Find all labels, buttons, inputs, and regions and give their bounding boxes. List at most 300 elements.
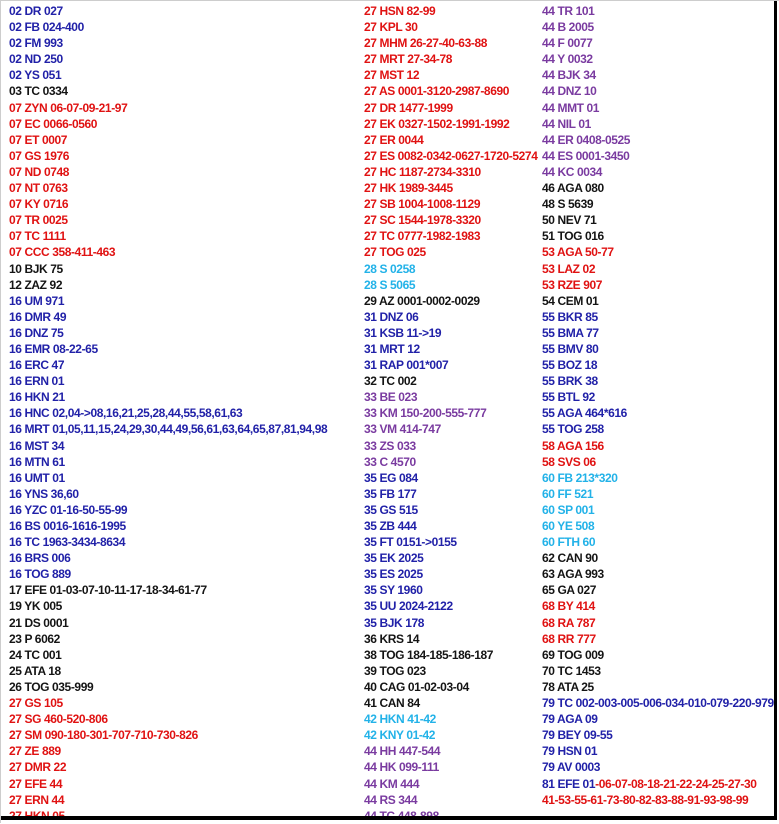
entry-text: 27 ZE 889 <box>9 744 61 759</box>
list-item <box>9 759 361 775</box>
entry-text: 79 AV 0003 <box>542 760 601 775</box>
entry-text: 27 MRT 27-34-78 <box>364 52 453 67</box>
entry-text: 44 Y 0032 <box>542 52 593 67</box>
list-item <box>542 486 774 502</box>
entry-text: 21 DS 0001 <box>9 615 69 630</box>
entry-text: 55 BOZ 18 <box>542 358 598 373</box>
entry-text: 35 UU 2024-2122 <box>364 599 453 614</box>
entry-text: 44 KC 0034 <box>542 164 603 179</box>
list-item <box>542 357 774 373</box>
list-item <box>364 244 540 260</box>
entry-text: 53 AGA 50-77 <box>542 245 614 260</box>
entry-text: 03 TC 0334 <box>9 84 68 99</box>
list-item <box>542 389 774 405</box>
entry-text: 42 KNY 01-42 <box>364 728 436 743</box>
entry-text: 68 BY 414 <box>542 599 595 614</box>
list-item <box>9 357 361 373</box>
entry-text: 55 BMV 80 <box>542 341 599 356</box>
list-item <box>364 518 540 534</box>
list-item <box>364 357 540 373</box>
entry-text: 55 BMA 77 <box>542 325 599 340</box>
list-item <box>364 261 540 277</box>
list-item <box>542 647 774 663</box>
list-item <box>542 212 774 228</box>
list-item <box>9 695 361 711</box>
page-border-bottom <box>1 816 777 820</box>
list-item <box>9 341 361 357</box>
list-item <box>364 389 540 405</box>
list-item <box>9 196 361 212</box>
list-item <box>9 148 361 164</box>
list-item <box>542 309 774 325</box>
list-item <box>542 776 774 792</box>
list-item <box>542 727 774 743</box>
entry-text: 51 TOG 016 <box>542 229 604 244</box>
list-item <box>542 663 774 679</box>
entry-text: 07 KY 0716 <box>9 197 69 212</box>
entry-text: 65 GA 027 <box>542 583 596 598</box>
entry-text: 55 BTL 92 <box>542 390 595 405</box>
entry-text: 35 EG 084 <box>364 470 418 485</box>
list-item <box>542 180 774 196</box>
list-item <box>364 470 540 486</box>
entry-text: 19 YK 005 <box>9 599 62 614</box>
list-item <box>9 19 361 35</box>
entry-text: 70 TC 1453 <box>542 663 601 678</box>
list-item <box>542 148 774 164</box>
entry-text: 44 MMT 01 <box>542 100 600 115</box>
list-item <box>9 100 361 116</box>
list-item <box>9 3 361 19</box>
list-item <box>364 3 540 19</box>
entry-text: 16 ERN 01 <box>9 374 65 389</box>
entry-text: 35 EK 2025 <box>364 551 424 566</box>
list-item <box>364 67 540 83</box>
entry-text: 55 BRK 38 <box>542 374 598 389</box>
entry-text: 02 FM 993 <box>9 36 63 51</box>
entry-text: 27 KPL 30 <box>364 20 418 35</box>
list-item <box>9 83 361 99</box>
list-item <box>9 35 361 51</box>
list-item <box>364 550 540 566</box>
page-border-right <box>774 1 777 820</box>
list-item <box>542 100 774 116</box>
list-item <box>542 534 774 550</box>
entry-text: 07 ET 0007 <box>9 132 68 147</box>
list-item <box>542 325 774 341</box>
list-item <box>364 759 540 775</box>
list-item <box>542 228 774 244</box>
list-item <box>542 277 774 293</box>
list-item <box>364 727 540 743</box>
list-item <box>364 486 540 502</box>
entry-text: 62 CAN 90 <box>542 551 598 566</box>
list-item <box>364 293 540 309</box>
entry-text: 79 HSN 01 <box>542 744 598 759</box>
list-item <box>9 486 361 502</box>
entry-text: 53 LAZ 02 <box>542 261 596 276</box>
entry-text: 27 HK 1989-3445 <box>364 181 453 196</box>
list-item <box>364 116 540 132</box>
entry-text: 39 TOG 023 <box>364 663 426 678</box>
entry-text: 55 BKR 85 <box>542 309 598 324</box>
entry-text: 60 FTH 60 <box>542 535 596 550</box>
list-item <box>9 727 361 743</box>
list-item <box>9 615 361 631</box>
list-item <box>542 582 774 598</box>
entry-text: 68 RR 777 <box>542 631 596 646</box>
list-item <box>9 180 361 196</box>
list-item <box>542 759 774 775</box>
entry-text: 27 SG 460-520-806 <box>9 712 108 727</box>
entry-text: 31 DNZ 06 <box>364 309 419 324</box>
entry-text: 60 SP 001 <box>542 502 595 517</box>
list-item <box>9 438 361 454</box>
list-item <box>542 83 774 99</box>
entry-text: 16 MTN 61 <box>9 454 65 469</box>
entry-text: 16 HNC 02,04->08,16,21,25,28,44,55,58,61,63 <box>9 406 243 421</box>
list-item <box>542 566 774 582</box>
entry-text: 07 TR 0025 <box>9 213 68 228</box>
list-item <box>542 438 774 454</box>
entry-text: 48 S 5639 <box>542 197 594 212</box>
list-item <box>364 421 540 437</box>
entry-text: 27 GS 105 <box>9 696 63 711</box>
list-item <box>9 277 361 293</box>
entry-text: 07 ZYN 06-07-09-21-97 <box>9 100 128 115</box>
entry-text: 60 YE 508 <box>542 519 595 533</box>
list-item <box>364 148 540 164</box>
list-item <box>542 116 774 132</box>
list-item <box>9 518 361 534</box>
list-item <box>364 100 540 116</box>
list-item <box>9 454 361 470</box>
entry-text: 23 P 6062 <box>9 631 60 646</box>
list-item <box>364 83 540 99</box>
entry-text: 60 FB 213*320 <box>542 470 618 485</box>
entry-text: 55 AGA 464*616 <box>542 406 627 421</box>
entry-text: 31 RAP 001*007 <box>364 358 449 373</box>
list-item <box>9 261 361 277</box>
list-item <box>9 244 361 260</box>
list-item <box>9 51 361 67</box>
entry-text: 16 UMT 01 <box>9 470 65 485</box>
entry-text: 16 EMR 08-22-65 <box>9 341 98 356</box>
list-item <box>364 679 540 695</box>
list-item <box>9 663 361 679</box>
entry-text: 78 ATA 25 <box>542 679 594 694</box>
list-item <box>542 19 774 35</box>
list-item <box>364 711 540 727</box>
list-item <box>364 51 540 67</box>
list-item <box>9 711 361 727</box>
list-item <box>364 743 540 759</box>
entry-text: 27 SB 1004-1008-1129 <box>364 197 481 212</box>
list-item <box>364 164 540 180</box>
entry-text: 27 MHM 26-27-40-63-88 <box>364 36 487 51</box>
list-item <box>364 19 540 35</box>
entry-text: 44 DNZ 10 <box>542 84 597 99</box>
entry-text: 33 ZS 033 <box>364 438 416 453</box>
entry-text: 35 BJK 178 <box>364 615 425 630</box>
list-item <box>364 196 540 212</box>
entry-text: 27 HC 1187-2734-3310 <box>364 164 481 179</box>
entry-text: 16 YNS 36,60 <box>9 486 79 501</box>
entry-text: 16 DMR 49 <box>9 309 67 324</box>
list-item <box>542 3 774 19</box>
list-item <box>9 405 361 421</box>
entry-text: 41-53-55-61-73-80-82-83-88-91-93-98-99 <box>542 792 749 807</box>
entry-text: 41 CAN 84 <box>364 696 420 711</box>
entry-text: -06-07-08-18-21-22-24-25-27-30 <box>595 776 757 791</box>
list-item <box>542 502 774 518</box>
entry-text: 79 AGA 09 <box>542 712 598 727</box>
entry-text: 07 TC 1111 <box>9 229 66 244</box>
entry-text: 44 RS 344 <box>364 792 418 807</box>
list-item <box>9 776 361 792</box>
list-item <box>364 341 540 357</box>
entry-text: 27 TOG 025 <box>364 245 426 260</box>
list-item <box>9 325 361 341</box>
entry-text: 16 MRT 01,05,11,15,24,29,30,44,49,56,61,63,64,65,87,81,94,98 <box>9 422 328 437</box>
list-item <box>9 67 361 83</box>
column-3 <box>542 3 774 808</box>
entry-text: 16 UM 971 <box>9 293 65 308</box>
entry-text: 44 ER 0408-0525 <box>542 132 631 147</box>
entry-text: 16 BS 0016-1616-1995 <box>9 519 126 533</box>
list-item <box>542 164 774 180</box>
entry-text: 29 AZ 0001-0002-0029 <box>364 293 480 308</box>
list-item <box>542 35 774 51</box>
entry-text: 27 HSN 82-99 <box>364 4 436 18</box>
entry-text: 27 MST 12 <box>364 68 420 83</box>
entry-text: 27 ER 0044 <box>364 132 424 147</box>
list-item <box>364 309 540 325</box>
entry-text: 27 ES 0082-0342-0627-1720-5274 <box>364 148 538 163</box>
list-item <box>9 566 361 582</box>
list-item <box>9 631 361 647</box>
list-item <box>542 421 774 437</box>
entry-text: 02 DR 027 <box>9 4 63 18</box>
entry-text: 33 BE 023 <box>364 390 418 405</box>
entry-text: 63 AGA 993 <box>542 567 604 582</box>
entry-text: 44 BJK 34 <box>542 68 596 83</box>
entry-text: 28 S 5065 <box>364 277 416 292</box>
list-item <box>364 228 540 244</box>
entry-text: 58 AGA 156 <box>542 438 604 453</box>
list-item <box>542 695 774 711</box>
list-item <box>364 776 540 792</box>
list-item <box>542 261 774 277</box>
list-item <box>364 277 540 293</box>
list-item <box>542 550 774 566</box>
entry-text: 44 F 0077 <box>542 36 593 51</box>
entry-text: 50 NEV 71 <box>542 213 597 228</box>
list-item <box>542 679 774 695</box>
entry-text: 27 SM 090-180-301-707-710-730-826 <box>9 728 198 743</box>
list-item <box>364 438 540 454</box>
entry-text: 36 KRS 14 <box>364 631 420 646</box>
entry-text: 27 SC 1544-1978-3320 <box>364 213 481 228</box>
list-item <box>364 373 540 389</box>
list-item <box>542 454 774 470</box>
entry-text: 44 NIL 01 <box>542 116 591 131</box>
entry-text: 07 EC 0066-0560 <box>9 116 98 131</box>
list-item <box>9 502 361 518</box>
entry-text: 55 TOG 258 <box>542 422 604 437</box>
list-item <box>9 164 361 180</box>
entry-text: 27 EK 0327-1502-1991-1992 <box>364 116 510 131</box>
list-item <box>9 373 361 389</box>
list-item <box>9 534 361 550</box>
list-item <box>9 792 361 808</box>
list-item <box>9 389 361 405</box>
entry-text: 44 TR 101 <box>542 4 595 18</box>
list-item <box>542 631 774 647</box>
entry-text: 79 BEY 09-55 <box>542 728 613 743</box>
entry-text: 40 CAG 01-02-03-04 <box>364 679 469 694</box>
list-item <box>9 293 361 309</box>
list-item <box>542 518 774 534</box>
list-item <box>364 534 540 550</box>
entry-text: 35 GS 515 <box>364 502 418 517</box>
entry-text: 53 RZE 907 <box>542 277 603 292</box>
entry-text: 68 RA 787 <box>542 615 596 630</box>
list-item <box>9 116 361 132</box>
entry-text: 26 TOG 035-999 <box>9 679 94 694</box>
entry-text: 28 S 0258 <box>364 261 416 276</box>
entry-text: 42 HKN 41-42 <box>364 712 436 727</box>
entry-text: 27 DMR 22 <box>9 760 67 775</box>
list-item <box>364 792 540 808</box>
entry-text: 16 YZC 01-16-50-55-99 <box>9 502 128 517</box>
list-item <box>9 598 361 614</box>
entry-text: 33 VM 414-747 <box>364 422 441 437</box>
entry-text: 10 BJK 75 <box>9 261 63 276</box>
entry-text: 81 EFE 01 <box>542 776 596 791</box>
entry-text: 32 TC 002 <box>364 374 417 389</box>
list-item <box>542 373 774 389</box>
entry-text: 44 KM 444 <box>364 776 420 791</box>
entry-text: 07 CCC 358-411-463 <box>9 245 116 260</box>
list-item <box>364 631 540 647</box>
entry-text: 69 TOG 009 <box>542 647 604 662</box>
entry-text: 35 SY 1960 <box>364 583 423 598</box>
list-item <box>542 244 774 260</box>
list-item <box>542 51 774 67</box>
entry-text: 38 TOG 184-185-186-187 <box>364 647 494 662</box>
entry-text: 35 ES 2025 <box>364 567 423 582</box>
entry-text: 16 TC 1963-3434-8634 <box>9 535 126 550</box>
entry-text: 16 TOG 889 <box>9 567 71 582</box>
entry-text: 02 YS 051 <box>9 68 62 83</box>
list-item <box>542 196 774 212</box>
list-item <box>364 405 540 421</box>
list-item <box>9 647 361 663</box>
entry-text: 44 HH 447-544 <box>364 744 441 759</box>
list-item <box>9 743 361 759</box>
entry-text: 27 DR 1477-1999 <box>364 100 453 115</box>
entry-text: 16 HKN 21 <box>9 390 65 405</box>
entry-text: 35 FB 177 <box>364 486 417 501</box>
entry-text: 79 TC 002-003-005-006-034-010-079-220-979 <box>542 696 774 711</box>
entry-text: 17 EFE 01-03-07-10-11-17-18-34-61-77 <box>9 583 207 598</box>
list-item <box>542 711 774 727</box>
entry-text: 16 ERC 47 <box>9 358 65 373</box>
entry-text: 46 AGA 080 <box>542 181 604 196</box>
entry-text: 24 TC 001 <box>9 647 62 662</box>
list-item <box>542 615 774 631</box>
entry-text: 27 AS 0001-3120-2987-8690 <box>364 84 510 99</box>
entry-text: 54 CEM 01 <box>542 293 599 308</box>
list-item <box>542 132 774 148</box>
list-item <box>364 454 540 470</box>
list-item <box>9 470 361 486</box>
entry-text: 44 HK 099-111 <box>364 760 439 775</box>
list-item <box>542 743 774 759</box>
entry-text: 16 DNZ 75 <box>9 325 64 340</box>
list-item <box>542 341 774 357</box>
list-item <box>364 582 540 598</box>
entry-text: 58 SVS 06 <box>542 454 596 469</box>
entry-text: 07 ND 0748 <box>9 164 70 179</box>
entry-text: 35 ZB 444 <box>364 519 417 533</box>
list-item <box>9 228 361 244</box>
entry-text: 44 B 2005 <box>542 20 594 35</box>
entry-text: 25 ATA 18 <box>9 663 61 678</box>
entry-text: 07 GS 1976 <box>9 148 70 163</box>
list-item <box>364 566 540 582</box>
list-item <box>9 212 361 228</box>
list-item <box>364 325 540 341</box>
entry-text: 33 C 4570 <box>364 454 416 469</box>
list-item <box>9 132 361 148</box>
list-item <box>542 470 774 486</box>
entry-text: 60 FF 521 <box>542 486 594 501</box>
list-item <box>364 502 540 518</box>
list-item <box>542 67 774 83</box>
entry-text: 31 KSB 11->19 <box>364 325 442 340</box>
list-item <box>9 679 361 695</box>
entry-text: 07 NT 0763 <box>9 181 68 196</box>
list-item <box>9 550 361 566</box>
list-item <box>364 647 540 663</box>
entry-text: 44 ES 0001-3450 <box>542 148 630 163</box>
entry-text: 02 ND 250 <box>9 52 63 67</box>
entry-text: 16 MST 34 <box>9 438 65 453</box>
entry-text: 33 KM 150-200-555-777 <box>364 406 487 421</box>
list-item <box>9 309 361 325</box>
entry-text: 35 FT 0151->0155 <box>364 535 457 550</box>
entry-text: 02 FB 024-400 <box>9 20 84 35</box>
list-item <box>364 663 540 679</box>
list-item <box>9 582 361 598</box>
list-item <box>364 180 540 196</box>
list-item <box>364 598 540 614</box>
column-1 <box>9 3 361 824</box>
list-item <box>9 421 361 437</box>
list-item <box>364 35 540 51</box>
list-item <box>542 293 774 309</box>
list-item <box>364 615 540 631</box>
entry-text: 27 ERN 44 <box>9 792 65 807</box>
list-item <box>542 598 774 614</box>
entry-text: 31 MRT 12 <box>364 341 420 356</box>
entry-text: 12 ZAZ 92 <box>9 277 63 292</box>
entry-text: 16 BRS 006 <box>9 551 71 566</box>
list-item <box>542 405 774 421</box>
entry-text: 27 TC 0777-1982-1983 <box>364 229 481 244</box>
